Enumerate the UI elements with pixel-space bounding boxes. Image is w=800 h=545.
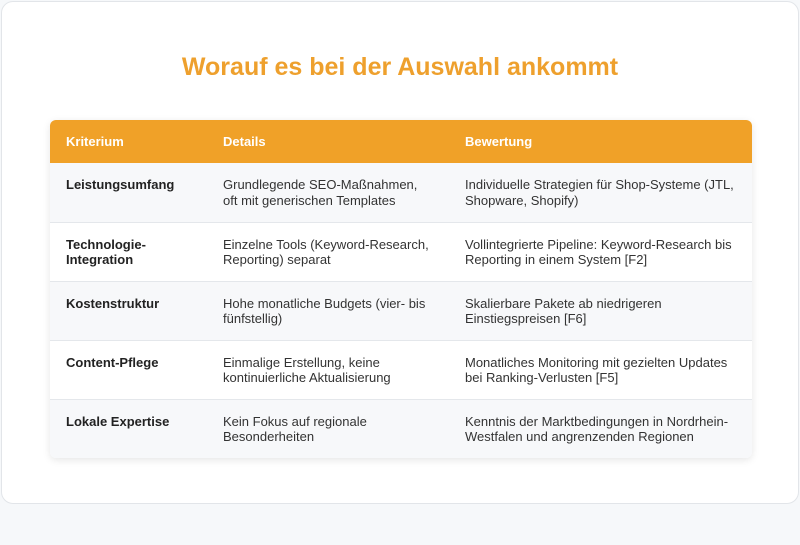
rating-cell: Kenntnis der Marktbedingungen in Nordrhein-Westfalen und angrenzenden Regionen [465,413,729,444]
criterion-cell: Lokale Expertise [66,413,170,429]
table-header-row [50,120,752,163]
table-row [50,340,752,399]
content-card [1,1,799,504]
details-cell: Kein Fokus auf regionale Besonderheiten [223,413,367,444]
table-row [50,281,752,340]
table-row [50,222,752,281]
header-details: Details [223,134,266,149]
criterion-cell: Leistungsumfang [66,177,175,192]
comparison-table [50,120,752,458]
header-rating: Bewertung [465,134,533,149]
criterion-cell: Content-Pflege [66,354,159,370]
table-row [50,399,752,458]
rating-cell: Individuelle Strategien für Shop-Systeme (JTL, Shopware, Shopify) [465,177,734,208]
rating-cell: Monatliches Monitoring mit gezielten Updates bei Ranking-Verlusten [F5] [465,354,728,385]
page-title: Worauf es bei der Auswahl ankommt [181,53,619,81]
table-row [50,163,752,222]
header-criterion: Kriterium [66,134,124,149]
rating-cell: Vollintegrierte Pipeline: Keyword-Research bis Reporting in einem System [F2] [465,236,732,267]
criterion-cell: Technologie-Integration [66,236,146,267]
details-cell: Grundlegende SEO-Maßnahmen, oft mit generischen Templates [223,177,418,208]
details-cell: Einzelne Tools (Keyword-Research, Reporting) separat [223,236,429,267]
criterion-cell: Kostenstruktur [66,295,160,311]
details-cell: Hohe monatliche Budgets (vier- bis fünfstellig) [223,295,426,326]
rating-cell: Skalierbare Pakete ab niedrigeren Einstiegspreisen [F6] [465,295,662,326]
details-cell: Einmalige Erstellung, keine kontinuierliche Aktualisierung [223,354,391,385]
